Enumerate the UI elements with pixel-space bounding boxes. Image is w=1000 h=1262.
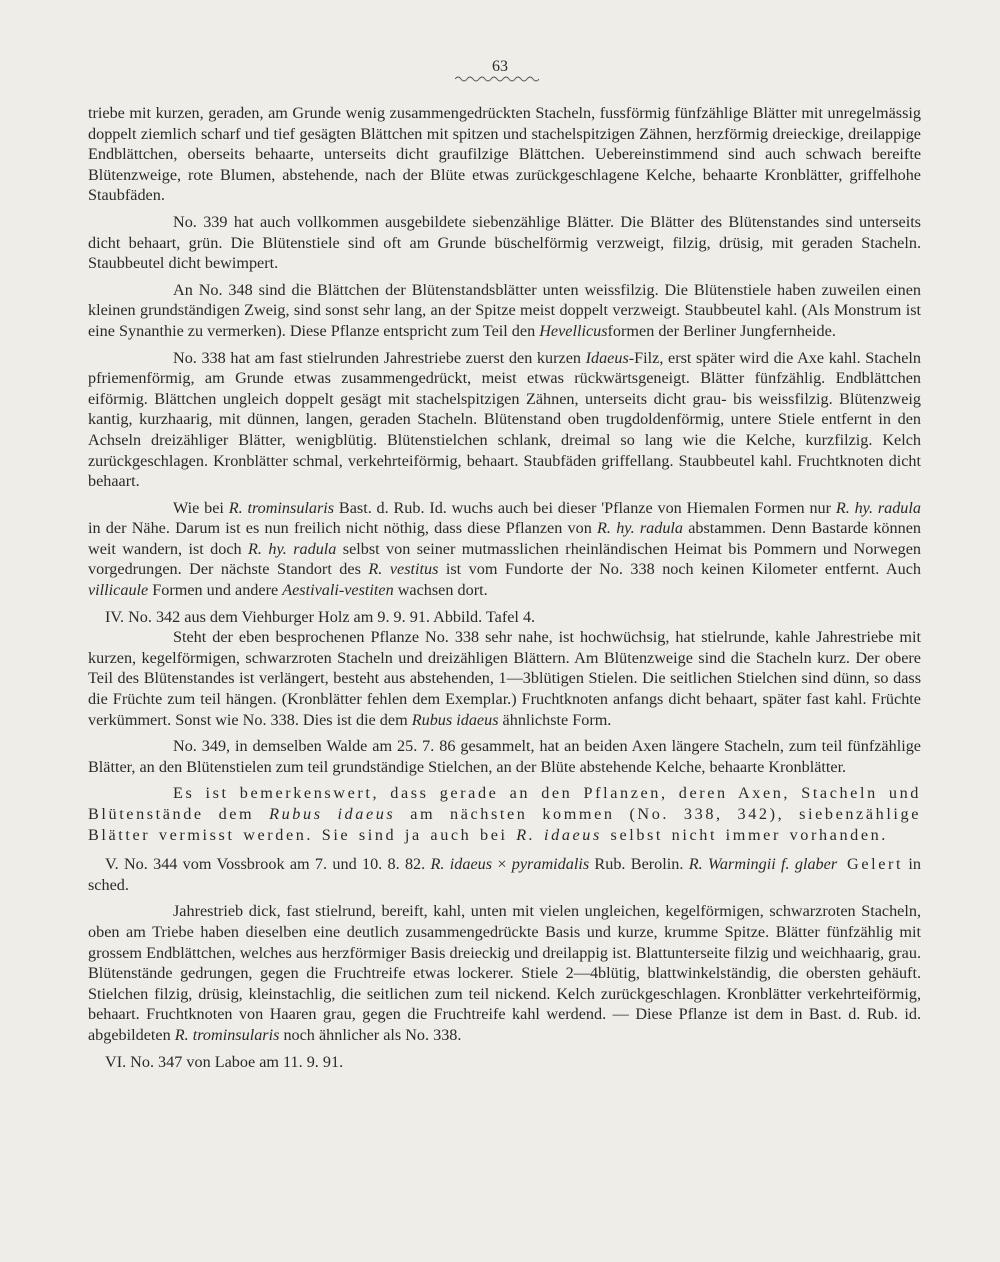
section-heading: V. No. 344 vom Vossbrook am 7. und 10. 8. 82. R. idaeus × pyramidalis Rub. Berolin. R. Warmingii f. glaber Gelert in sched. [88,855,921,894]
paragraph: An No. 348 sind die Blättchen der Blütenstandsblätter unten weissfilzig. Die Blütenstiele haben zuweilen einen kleinen grundständigen Zweig, sind sonst sehr lang, an der Spitze meist doppelt verzweigt. Staubbeutel kahl. (Als Monstrum ist eine Synanthie zu vermerken). Diese Pflanze entspricht zum Teil den Hevellicusformen der Berliner Jungfernheide. [88,280,921,340]
page-number-ornament [455,75,540,83]
paragraph: Steht der eben besprochenen Pflanze No. 338 sehr nahe, ist hochwüchsig, hat stielrunde, kahle Jahrestriebe mit kurzen, kegelförmigen, schwarzroten Stacheln und dreizähligen Blättern. Am Blütenzweige sind die Stacheln kurz. Der obere Teil des Blütenstandes ist verlängert, besteht aus abstehenden, 1—3blütigen Stielen. Die seitlichen Stielchen sind dünn, so dass die Früchte zum teil hängen. (Kronblätter fehlen dem Exemplar.) Fruchtknoten anfangs dicht behaart, später fast kahl. Früchte verkümmert. Sonst wie No. 338. Dies ist die dem Rubus idaeus ähnlichste Form. [88,628,921,729]
section-heading: IV. No. 342 aus dem Viehburger Holz am 9. 9. 91. Abbild. Tafel 4. [105,607,536,626]
paragraph: No. 339 hat auch vollkommen ausgebildete siebenzählige Blätter. Die Blätter des Blütenstandes sind unterseits dicht behaart, grün. Die Blütenstiele sind oft am Grunde büschelförmig verzweigt, filzig, drüsig, mit geraden Stacheln. Staubbeutel dicht bewimpert. [88,212,921,273]
paragraph: No. 349, in demselben Walde am 25. 7. 86 gesammelt, hat an beiden Axen längere Stacheln, zum teil fünfzählige Blätter, an den Blütenstielen zum teil grundständige Stielchen, an der Blüte abstehende Kelche, behaarte Kronblätter. [88,737,921,776]
paragraph: Wie bei R. trominsularis Bast. d. Rub. Id. wuchs auch bei dieser 'Pflanze von Hiemalen Formen nur R. hy. radula in der Nähe. Darum ist es nun freilich nicht nöthig, dass diese Pflanzen von R. hy. radula abstammen. Denn Bastarde können weit wandern, ist doch R. hy. radula selbst von seiner mutmasslichen rheinländischen Heimat bis Pommern und Norwegen vorgedrungen. Der nächste Standort des R. vestitus ist vom Fundorte der No. 338 noch keinen Kilometer entfernt. Auch villicaule Formen und andere Aestivali-vestiten wachsen dort. [88,498,921,600]
body-text [88,103,921,1072]
paragraph: Jahrestrieb dick, fast stielrund, bereift, kahl, unten mit vielen ungleichen, kegelförmigen, schwarzroten Stacheln, oben am Triebe haben dieselben eine deutlich zusammengedrückte Basis und kurze, krumme Spitze. Blätter fünfzählig mit grossem Endblättchen, welches aus herzförmiger Basis dreieckig und dreilappig ist. Blattunterseite filzig und weichhaarig, grau. Blütenstände gedrungen, gegen die Fruchtreife etwas lockerer. Stiele 2—4blütig, blattwinkelständig, die obersten gehäuft. Stielchen filzig, drüsig, kleinstachlig, die seitlichen zum teil nickend. Kelch zurückgeschlagen. Kronblätter verkehrteiförmig, behaart. Fruchtknoten von Haaren grau, gegen die Fruchtreife kahl werdend. — Diese Pflanze ist dem in Bast. d. Rub. id. abgebildeten R. trominsularis noch ähnlicher als No. 338. [88,902,921,1044]
page-number: 63 [492,58,508,75]
section-heading: VI. No. 347 von Laboe am 11. 9. 91. [105,1052,344,1071]
paragraph: Es ist bemerkenswert, dass gerade an den Pflanzen, deren Axen, Stacheln und Blütenstände dem Rubus idaeus am nächsten kommen (No. 338, 342), siebenzählige Blätter vermisst werden. Sie sind ja auch bei R. idaeus selbst nicht immer vorhanden. [88,784,921,844]
paragraph: No. 338 hat am fast stielrunden Jahrestriebe zuerst den kurzen Idaeus-Filz, erst später wird die Axe kahl. Stacheln pfriemenförmig, am Grunde etwas zusammengedrückt, meist etwas rückwärtsgeneigt. Blätter fünfzählig. Endblättchen eiförmig. Blättchen ungleich doppelt gesägt mit stachelspitzigen Zähnen, unterseits dicht grau- bis weissfilzig. Blütenzweig kantig, kurzhaarig, mit dünnen, langen, geraden Stacheln. Blütenstand oben trugdoldenförmig, untere Stiele entfernt in den Achseln dreizähliger Blätter, wenigblütig. Blütenstielchen schlank, dreimal so lang wie die Kelche, kurzfilzig. Kelch zurückgeschlagen. Kronblätter schmal, verkehrteiförmig, behaart. Staubfäden griffellang. Staubbeutel kahl. Fruchtknoten dicht behaart. [88,348,921,491]
paragraph: triebe mit kurzen, geraden, am Grunde wenig zusammengedrückten Stacheln, fussförmig fünfzählige Blätter mit unregelmässig doppelt ziemlich scharf und tief gesägten Blättchen mit spitzen und stachelspitzigen Zähnen, herzförmig dreieckige, dreilappige Endblättchen, oberseits behaarte, unterseits dicht graufilzige Blättchen. Uebereinstimmend sind auch schwach bereifte Blütenzweige, rote Blumen, abstehende, nach der Blüte etwas zurückgeschlagene Kelche, behaarte Kronblätter, griffelhohe Staubfäden. [88,104,921,205]
